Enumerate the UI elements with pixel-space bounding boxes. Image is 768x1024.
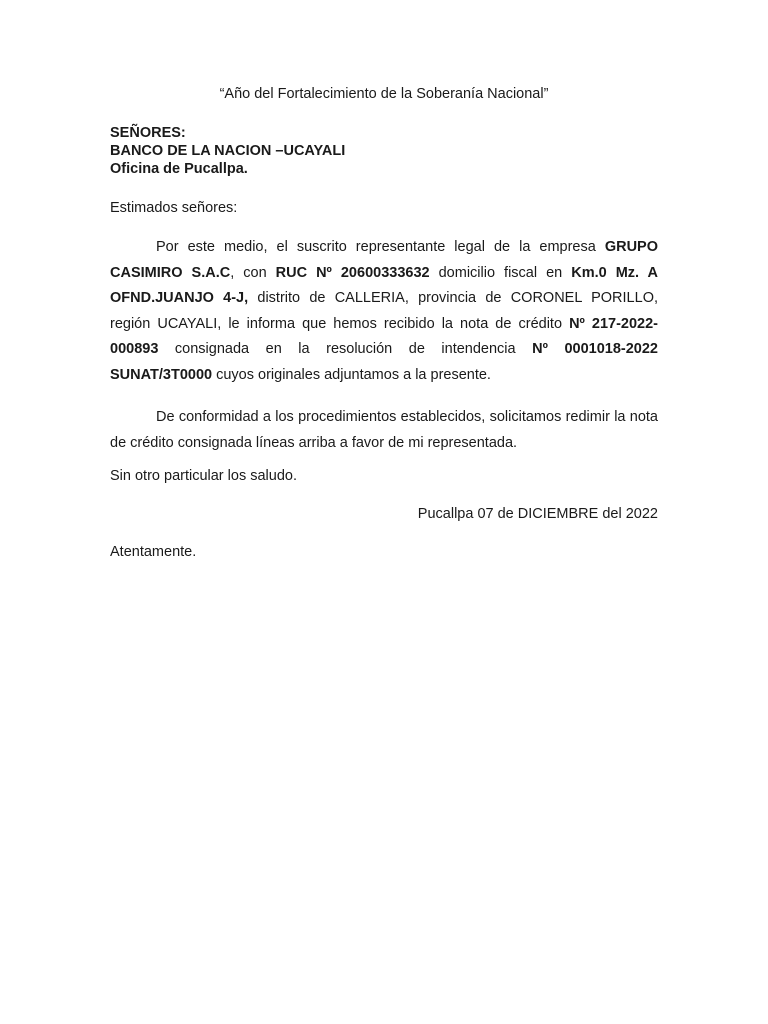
recipient-salutation: SEÑORES: [110,125,186,141]
place-date: Pucallpa 07 de DICIEMBRE del 2022 [417,506,658,522]
body1-text-1: Por este medio, el suscrito representante legal de la empresa [156,239,605,255]
ruc-number: RUC Nº 20600333632 [275,264,430,281]
body1-text-4: distrito de CALLERIA, provincia de CORONEL PORILLO, región UCAYALI, le informa que hemos recibido la nota de crédito [110,290,658,332]
resolution-number: Nº 0001018-2022 SUNAT/3T0000 [110,341,658,383]
signoff: Atentamente. [110,544,197,560]
year-motto: “Año del Fortalecimiento de la Soberanía Nacional” [219,86,549,102]
letter-page [110,84,658,562]
body-paragraph-1 [110,235,658,388]
body1-text-3: domicilio fiscal en [429,264,572,281]
credit-note-number: Nº 217-2022-000893 [110,315,658,357]
recipient-bank: BANCO DE LA NACION –UCAYALI [110,143,346,159]
fiscal-address: Km.0 Mz. A OFND.JUANJO 4-J, [110,264,659,306]
body1-text-6: cuyos originales adjuntamos a la presente. [212,366,491,383]
body1-text-2: , con [230,264,276,281]
closing-line: Sin otro particular los saludo. [110,468,297,484]
recipient-office: Oficina de Pucallpa. [110,161,248,177]
body1-text-5: consignada en la resolución de intendencia [158,341,533,357]
body-paragraph-2: De conformidad a los procedimientos establecidos, solicitamos redimir la nota de crédito consignada líneas arriba a favor de mi representada. [110,409,658,451]
company-name: GRUPO CASIMIRO S.A.C [110,239,658,281]
greeting: Estimados señores: [110,200,238,216]
recipient-block [110,124,658,178]
